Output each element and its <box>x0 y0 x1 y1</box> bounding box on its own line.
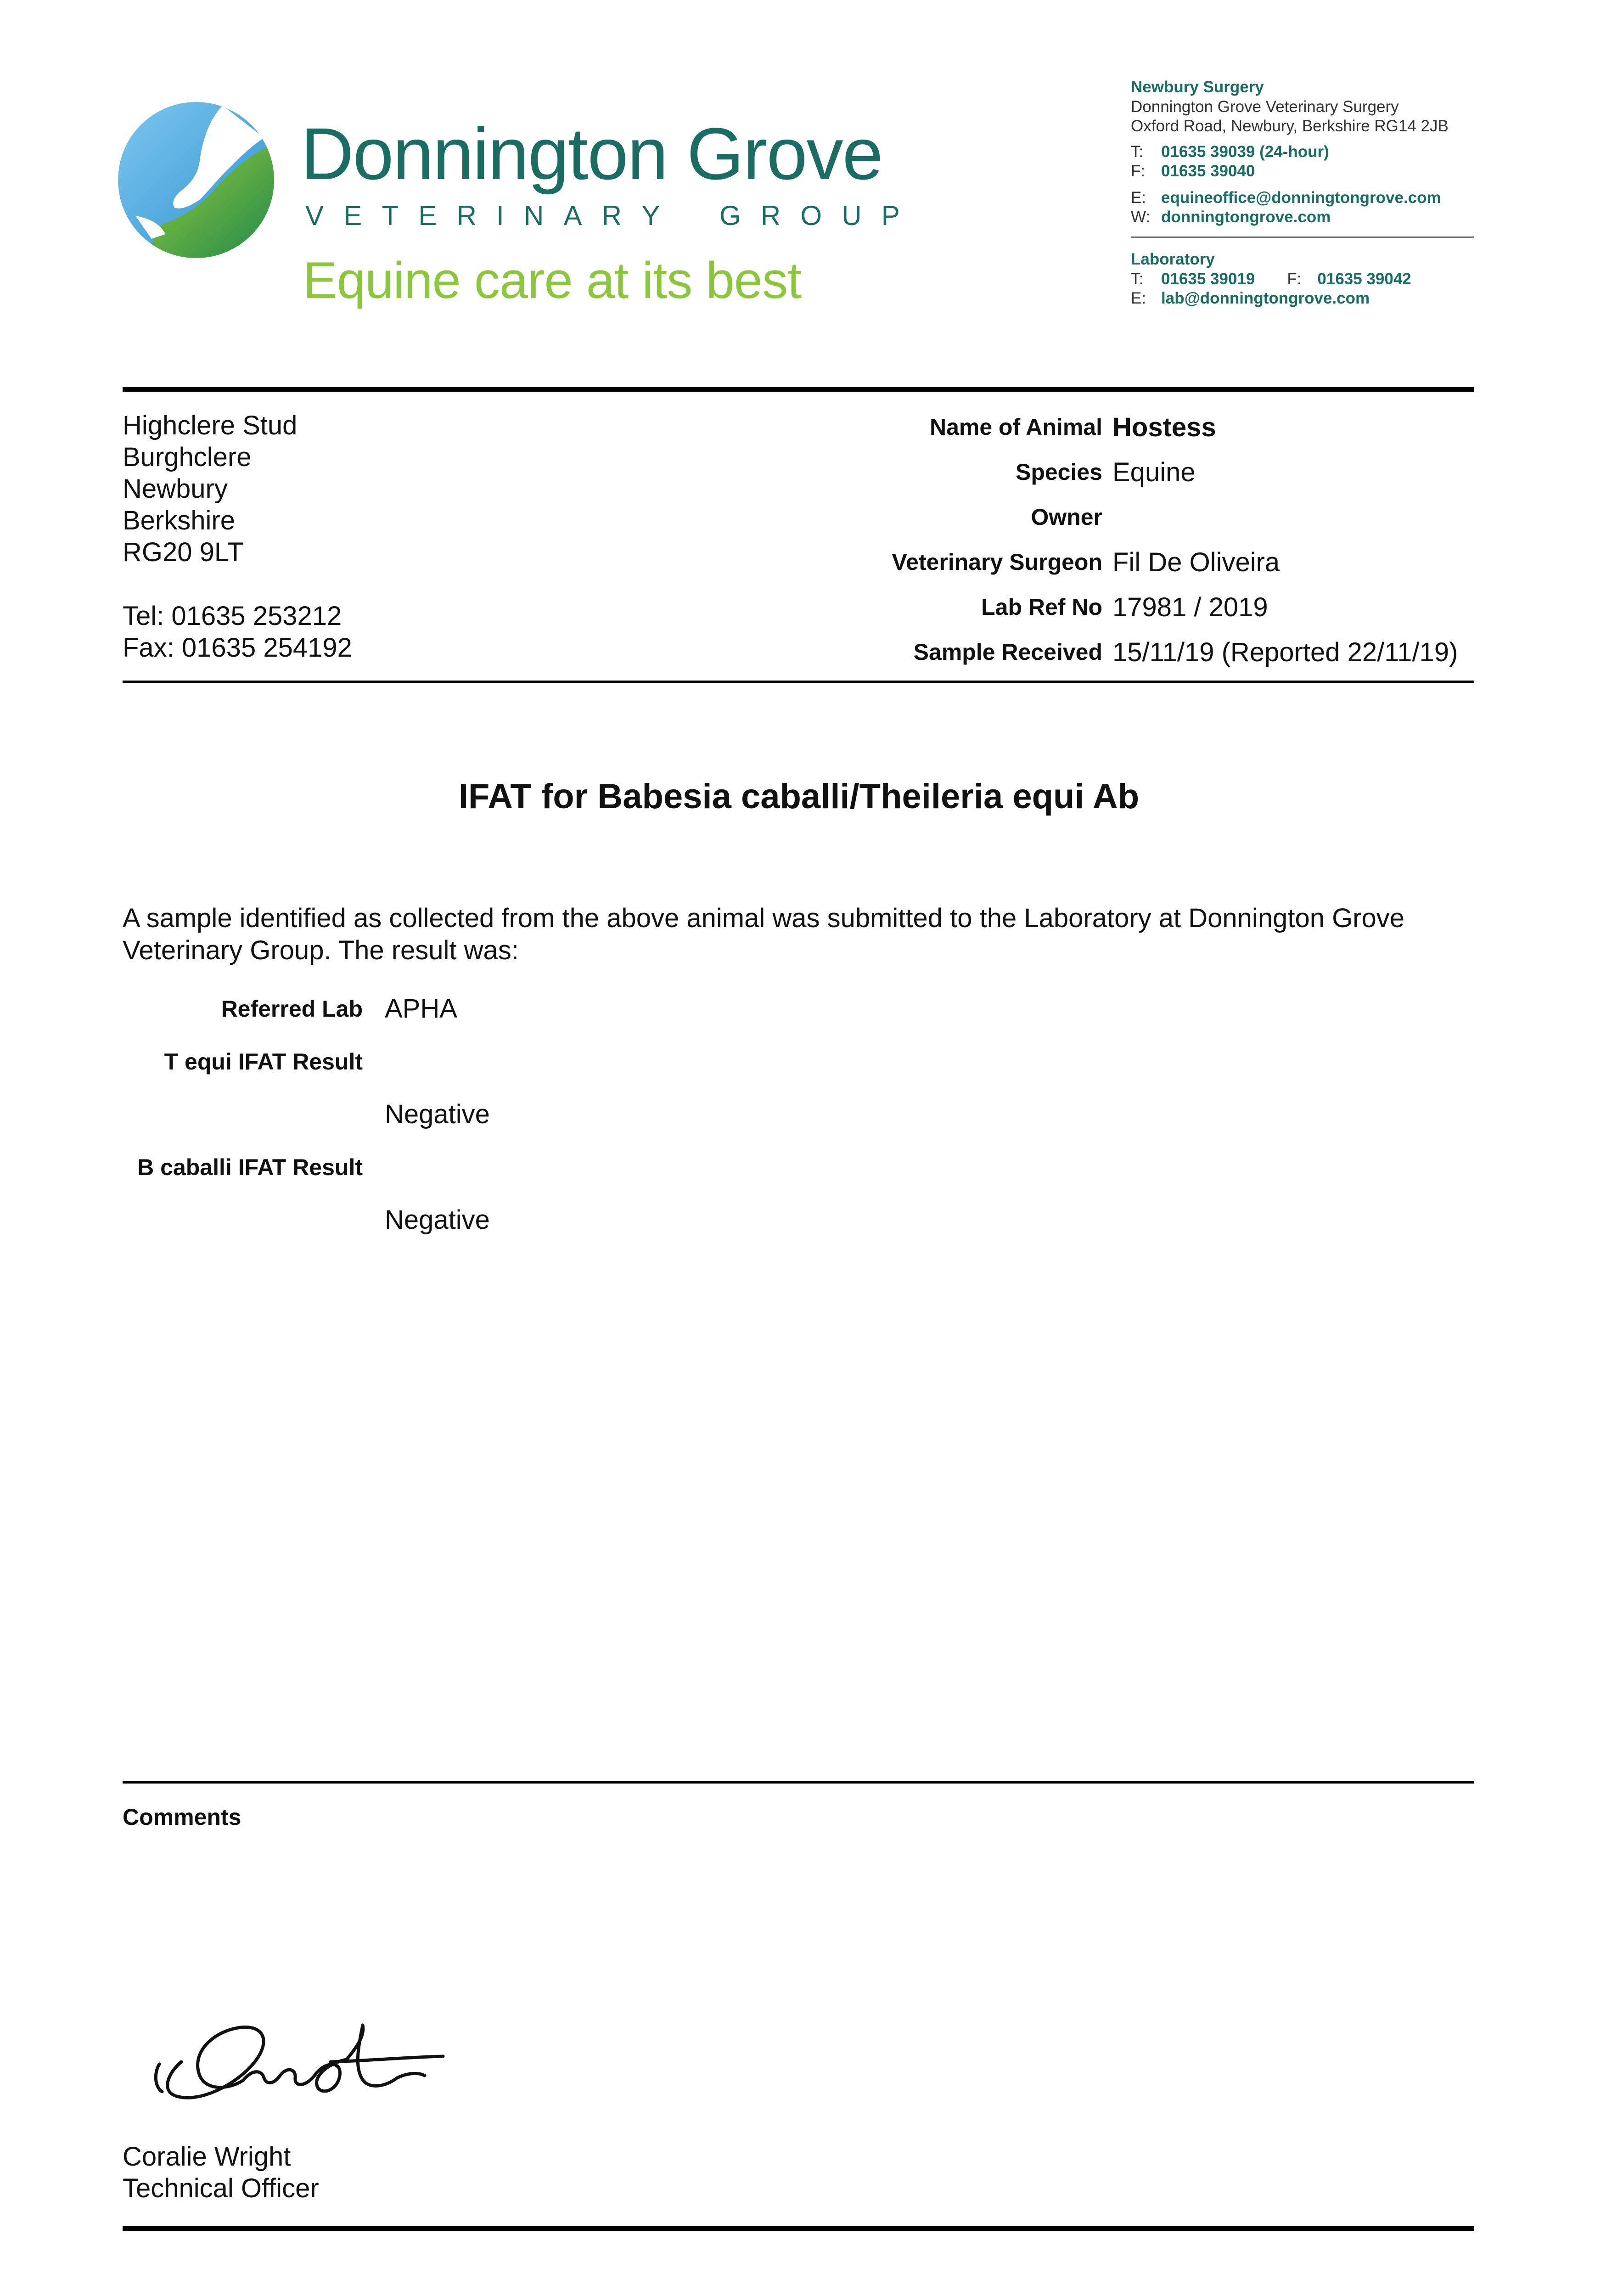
contact-divider <box>1131 236 1474 238</box>
top-divider <box>123 387 1474 392</box>
laboratory-email: E: lab@donningtongrove.com <box>1131 289 1370 307</box>
sample-received-value: 15/11/19 (Reported 22/11/19) <box>1112 637 1458 667</box>
species-label: Species <box>1015 459 1102 485</box>
brand-subtitle-letter: R <box>456 200 477 231</box>
owner-label: Owner <box>1031 504 1102 530</box>
lab-ref-value: 17981 / 2019 <box>1112 592 1268 622</box>
laboratory-telephone-fax: T: 01635 39019 F: 01635 39042 <box>1131 270 1411 288</box>
t-equi-result-label: T equi IFAT Result <box>164 1049 363 1075</box>
details-divider <box>123 681 1474 683</box>
t-equi-result-value: Negative <box>385 1099 490 1129</box>
brand-subtitle-letter: O <box>800 200 822 231</box>
brand-subtitle <box>305 202 900 230</box>
animal-name-label: Name of Animal <box>929 414 1102 440</box>
brand-subtitle-letter: P <box>881 200 900 231</box>
surgery-website: W: donningtongrove.com <box>1131 208 1331 226</box>
report-title: IFAT for Babesia caballi/Theileria equi Ab <box>458 777 1140 816</box>
client-postcode: RG20 9LT <box>123 537 244 567</box>
brand-tagline: Equine care at its best <box>303 252 802 309</box>
client-telephone: Tel: 01635 253212 <box>123 601 342 631</box>
b-caballi-result-label: B caballi IFAT Result <box>137 1154 363 1180</box>
brand-subtitle-letter: N <box>523 200 544 231</box>
comments-divider <box>123 1781 1474 1784</box>
brand-subtitle-letter: U <box>842 200 862 231</box>
species-value: Equine <box>1112 457 1196 487</box>
signatory-name: Coralie Wright <box>123 2142 291 2172</box>
surgery-name: Donnington Grove Veterinary Surgery <box>1131 98 1399 116</box>
comments-label: Comments <box>123 1804 241 1830</box>
referred-lab-value: APHA <box>385 994 457 1024</box>
brand-subtitle-letter: G <box>719 200 741 231</box>
brand-subtitle-letter: E <box>418 200 437 231</box>
veterinary-surgeon-value: Fil De Oliveira <box>1112 547 1280 577</box>
brand-name: Donnington Grove <box>301 113 882 195</box>
surgery-fax: F: 01635 39040 <box>1131 162 1255 180</box>
surgery-telephone: T: 01635 39039 (24-hour) <box>1131 143 1329 161</box>
surgery-address: Oxford Road, Newbury, Berkshire RG14 2JB <box>1131 117 1449 135</box>
lab-ref-label: Lab Ref No <box>981 594 1102 620</box>
client-address-line: Burghclere <box>123 442 252 472</box>
surgery-email: E: equineoffice@donningtongrove.com <box>1131 189 1441 207</box>
brand-subtitle-letter: I <box>496 200 504 231</box>
animal-name-value: Hostess <box>1112 412 1216 442</box>
sample-received-label: Sample Received <box>913 639 1102 665</box>
report-intro: A sample identified as collected from the above animal was submitted to the Laboratory at Donnington Grove Veterinary Group. The result was: <box>123 903 1405 965</box>
client-address-line: Berkshire <box>123 506 235 535</box>
client-fax: Fax: 01635 254192 <box>123 633 352 663</box>
referred-lab-label: Referred Lab <box>221 996 363 1022</box>
client-address-line: Highclere Stud <box>123 411 298 440</box>
signatory-role: Technical Officer <box>123 2173 319 2203</box>
horse-head-logo-icon <box>117 101 275 259</box>
brand-subtitle-letter: R <box>760 200 781 231</box>
laboratory-title: Laboratory <box>1131 250 1215 268</box>
brand-subtitle-letter: Y <box>641 200 660 231</box>
brand-subtitle-letter: V <box>305 200 324 231</box>
brand-subtitle-letter: E <box>343 200 362 231</box>
b-caballi-result-value: Negative <box>385 1205 490 1235</box>
brand-subtitle-letter: A <box>563 200 582 231</box>
veterinary-surgeon-label: Veterinary Surgeon <box>892 549 1102 575</box>
surgery-title: Newbury Surgery <box>1131 78 1264 96</box>
client-address-line: Newbury <box>123 474 228 504</box>
bottom-divider <box>123 2226 1474 2231</box>
handwritten-signature <box>149 1993 461 2122</box>
brand-subtitle-letter: T <box>382 200 399 231</box>
brand-subtitle-letter: R <box>601 200 622 231</box>
